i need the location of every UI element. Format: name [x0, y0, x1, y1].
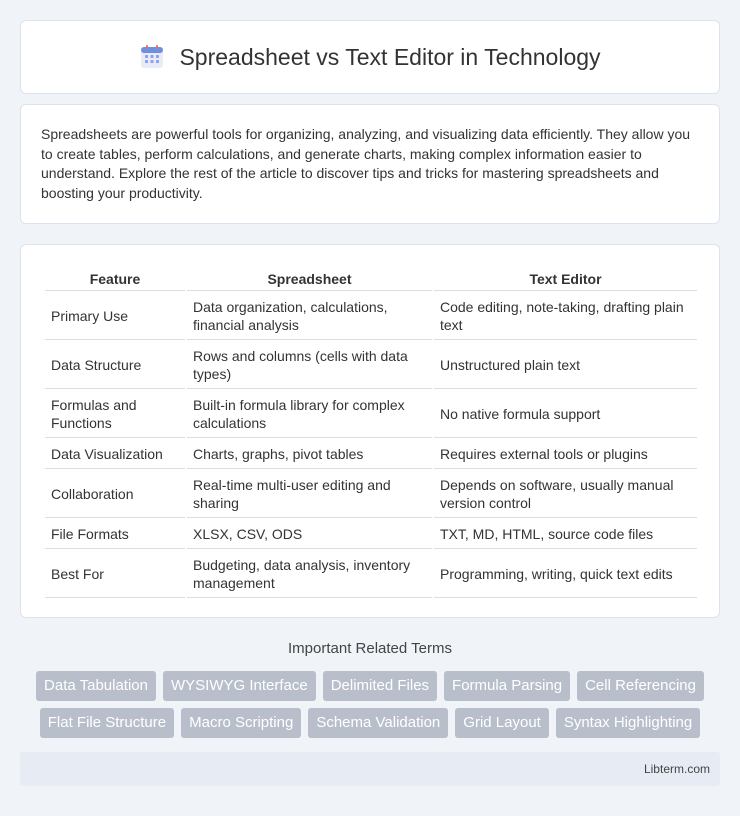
tag-delimited-files[interactable]: Delimited Files	[323, 671, 437, 701]
tag-flat-file-structure[interactable]: Flat File Structure	[40, 708, 174, 738]
table-cell: Best For	[45, 551, 185, 598]
table-cell: File Formats	[45, 520, 185, 549]
table-cell: No native formula support	[434, 391, 697, 438]
intro-text: Spreadsheets are powerful tools for organizing, analyzing, and visualizing data efficiently. They allow you to create tables, perform calculations, and generate charts, making complex information easier to understand. Explore the rest of the article to discover tips and tricks for mastering spreadsheets and boosting your productivity.	[41, 126, 691, 201]
tag-formula-parsing[interactable]: Formula Parsing	[444, 671, 570, 701]
header-spreadsheet: Spreadsheet	[187, 267, 432, 291]
table-cell: Primary Use	[45, 293, 185, 340]
header-text-editor: Text Editor	[434, 267, 697, 291]
page-title: Spreadsheet vs Text Editor in Technology	[179, 43, 601, 70]
header-feature: Feature	[45, 267, 185, 291]
comparison-table	[43, 265, 699, 600]
tag-schema-validation[interactable]: Schema Validation	[308, 708, 448, 738]
table-cell: Rows and columns (cells with data types)	[187, 342, 432, 389]
table-cell: Requires external tools or plugins	[434, 440, 697, 469]
table-cell: Unstructured plain text	[434, 342, 697, 389]
table-cell: Data organization, calculations, financial analysis	[187, 293, 432, 340]
table-cell: Data Structure	[45, 342, 185, 389]
tag-macro-scripting[interactable]: Macro Scripting	[181, 708, 301, 738]
table-row	[45, 440, 697, 469]
table-row	[45, 342, 697, 389]
tag-syntax-highlighting[interactable]: Syntax Highlighting	[556, 708, 700, 738]
table-cell: Code editing, note-taking, drafting plain text	[434, 293, 697, 340]
table-cell: Formulas and Functions	[45, 391, 185, 438]
table-cell: Programming, writing, quick text edits	[434, 551, 697, 598]
table-cell: XLSX, CSV, ODS	[187, 520, 432, 549]
table-cell: TXT, MD, HTML, source code files	[434, 520, 697, 549]
comparison-card	[20, 244, 720, 618]
footer	[20, 752, 720, 786]
footer-source-link[interactable]: Libterm.com	[643, 762, 710, 776]
intro-card	[20, 104, 720, 224]
table-cell: Built-in formula library for complex calculations	[187, 391, 432, 438]
table-row	[45, 471, 697, 518]
table-cell: Budgeting, data analysis, inventory management	[187, 551, 432, 598]
table-row	[45, 293, 697, 340]
related-terms-heading: Important Related Terms	[288, 640, 452, 657]
table-row	[45, 520, 697, 549]
tag-data-tabulation[interactable]: Data Tabulation	[36, 671, 156, 701]
related-terms-tags	[20, 671, 720, 738]
title-card	[20, 20, 720, 94]
table-header-row	[45, 267, 697, 291]
table-cell: Collaboration	[45, 471, 185, 518]
tag-grid-layout[interactable]: Grid Layout	[455, 708, 549, 738]
table-cell: Charts, graphs, pivot tables	[187, 440, 432, 469]
calendar-grid-icon	[139, 44, 165, 70]
tag-wysiwyg-interface[interactable]: WYSIWYG Interface	[163, 671, 316, 701]
table-row	[45, 551, 697, 598]
table-row	[45, 391, 697, 438]
table-cell: Depends on software, usually manual version control	[434, 471, 697, 518]
tag-cell-referencing[interactable]: Cell Referencing	[577, 671, 704, 701]
table-cell: Real-time multi-user editing and sharing	[187, 471, 432, 518]
table-cell: Data Visualization	[45, 440, 185, 469]
